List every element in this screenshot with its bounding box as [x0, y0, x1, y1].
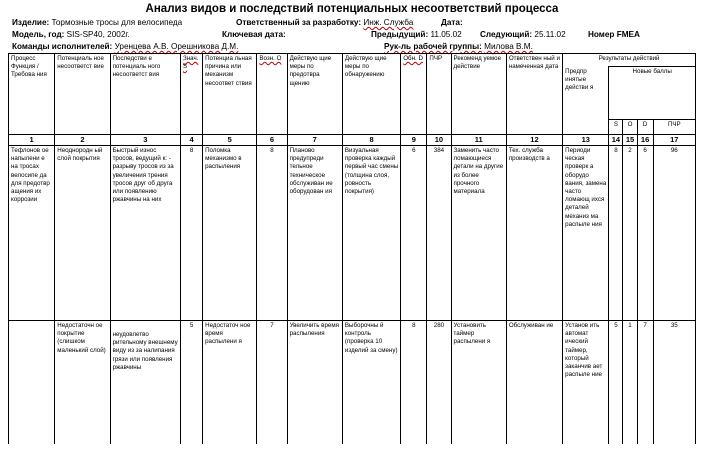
cell-process: Тефлонов ое напылени е на тросах велосипе да для предотвр ащения их коррозии — [9, 146, 55, 321]
next-line — [480, 29, 566, 40]
cell-new-d: 7 — [637, 321, 653, 445]
table-row — [9, 146, 696, 321]
column-number: 9 — [401, 135, 427, 146]
column-number: 7 — [287, 135, 342, 146]
cell-rpn: 384 — [427, 146, 451, 321]
responsible-line — [236, 17, 413, 28]
lead-line — [384, 41, 533, 52]
cell-rpn: 280 — [427, 321, 451, 445]
fmea-line — [588, 29, 640, 40]
cell-process — [9, 321, 55, 445]
lead-label: Рук-ль рабочей группы: — [384, 42, 482, 51]
next-value: 25.11.02 — [534, 30, 566, 39]
key-date-label: Ключевая дата: — [222, 30, 286, 39]
cell-effect: Быстрый износ тросов, ведущий к: - разрыву тросов из за увеличения трения тросов друг об друга или появлению ржавчины на них — [110, 146, 180, 321]
cell-effect: неудовлетво рительному внешнему виду из за налипания грязи или появления ржавчины — [110, 321, 180, 445]
cell-new-s: 5 — [609, 321, 623, 445]
cell-severity: 5 — [180, 321, 202, 445]
cell-new-s: 8 — [609, 146, 623, 321]
cell-detect-score: 8 — [401, 321, 427, 445]
column-number-row — [9, 135, 696, 146]
cell-prevention: Планово предупреди тельное техническое обслуживан ие оборудован ия — [287, 146, 342, 321]
cell-cause: Недостаточ ное время распылени я — [203, 321, 257, 445]
col-new-o-header: O — [623, 119, 637, 134]
date-line — [441, 17, 463, 28]
cell-detection: Выборочны й контроль (проверка 10 изделий за смену) — [342, 321, 400, 445]
page-title: Анализ видов и последствий потенциальных несоответствий процесса — [145, 3, 559, 15]
results-header: Результаты действий — [563, 54, 696, 67]
teams-label: Команды исполнителей: — [12, 42, 113, 51]
column-number: 2 — [55, 135, 110, 146]
column-number: 14 — [609, 135, 623, 146]
cell-occurrence: 7 — [257, 321, 287, 445]
cell-severity: 8 — [180, 146, 202, 321]
cell-taken: Установ ить автомат ический таймер, который заканчив ает распыле ние — [563, 321, 609, 445]
column-number: 4 — [180, 135, 202, 146]
product-value: Тормозные тросы для велосипеда — [51, 18, 183, 27]
fmea-label: Номер FMEA — [588, 30, 640, 39]
col-cause-header: Потенциа льная причина или механизм несоответ ствия — [203, 54, 257, 135]
teams-value: Уренцева А.В. Орешникова Д.М. — [114, 42, 239, 51]
column-number: 12 — [506, 135, 562, 146]
cell-occurrence: 8 — [257, 146, 287, 321]
column-number: 13 — [563, 135, 609, 146]
teams-line — [12, 41, 238, 52]
col-failure-header: Потенциаль ное несоответст вие — [55, 54, 110, 135]
cell-cause: Поломка механизмо в распыления — [203, 146, 257, 321]
next-label: Следующий: — [480, 30, 533, 39]
product-label: Изделие: — [12, 18, 50, 27]
cell-recommended: Установить таймер распылени я — [451, 321, 506, 445]
col-occurrence-header: Возн. О — [257, 54, 287, 135]
date-label: Дата: — [441, 18, 463, 27]
responsible-value: Инж. Служба — [363, 18, 414, 27]
column-number: 11 — [451, 135, 506, 146]
lead-value: Милова В.М. — [484, 42, 533, 51]
table-row — [9, 321, 696, 445]
col-detection-header: Действую щие меры по обнаружению — [342, 54, 400, 135]
col-severity-header: Знач. S — [180, 54, 202, 135]
col-detect-score-header: Обн. D — [401, 54, 427, 135]
column-number: 3 — [110, 135, 180, 146]
col-new-rpn-header: ПЧР — [653, 119, 695, 134]
product-line — [12, 17, 182, 28]
column-number: 5 — [203, 135, 257, 146]
col-new-s-header: S — [609, 119, 623, 134]
header-row — [9, 54, 696, 67]
cell-new-o: 2 — [623, 146, 637, 321]
column-number: 10 — [427, 135, 451, 146]
new-scores-header: Новые баллы — [609, 67, 696, 120]
col-rpn-header: ПЧР — [427, 54, 451, 135]
model-value: SIS-SP40, 2002г. — [66, 30, 130, 39]
col-effect-header: Последстви е потенциаль ного несоответст вия — [110, 54, 180, 135]
cell-detect-score: 6 — [401, 146, 427, 321]
fmea-table — [8, 53, 696, 444]
model-line — [12, 29, 130, 40]
cell-recommended: Заменить часто ломающиеся детали на другие из более прочного материала — [451, 146, 506, 321]
column-number: 1 — [9, 135, 55, 146]
column-number: 16 — [637, 135, 653, 146]
cell-new-rpn: 96 — [653, 146, 695, 321]
cell-failure: Недостаточн ое покрытие (слишком маленький слой) — [55, 321, 110, 445]
col-prevention-header: Действую щие меры по предотвра щению — [287, 54, 342, 135]
previous-line — [371, 29, 462, 40]
cell-new-d: 6 — [637, 146, 653, 321]
cell-prevention: Увеличить время распыления — [287, 321, 342, 445]
key-date-line — [222, 29, 286, 40]
responsible-label: Ответственный за разработку: — [236, 18, 362, 27]
col-responsible-header: Ответствен ный и намеченная дата — [506, 54, 562, 135]
col-new-d-header: D — [637, 119, 653, 134]
column-number: 15 — [623, 135, 637, 146]
cell-failure: Неоднородн ый слой покрытия — [55, 146, 110, 321]
column-number: 6 — [257, 135, 287, 146]
cell-taken: Периоди ческая проверк а оборудо вания, замена часто ломающ ихся деталей механиз ма распыле ния — [563, 146, 609, 321]
col-process-header: Процесс Функция / Требова ния — [9, 54, 55, 135]
cell-responsible: Обслуживан ие — [506, 321, 562, 445]
col-taken-header: Предпр инятые действи я — [563, 67, 609, 135]
previous-label: Предыдущий: — [371, 30, 429, 39]
cell-responsible: Тех. служба производств а — [506, 146, 562, 321]
cell-new-o: 1 — [623, 321, 637, 445]
cell-new-rpn: 35 — [653, 321, 695, 445]
col-recommended-header: Рекоменд уемое действие — [451, 54, 506, 135]
column-number: 17 — [653, 135, 695, 146]
column-number: 8 — [342, 135, 400, 146]
cell-detection: Визуальная проверка каждый первый час смены (толщина слоя, ровность покрытия) — [342, 146, 400, 321]
model-label: Модель, год: — [12, 30, 65, 39]
previous-value: 11.05.02 — [430, 30, 462, 39]
